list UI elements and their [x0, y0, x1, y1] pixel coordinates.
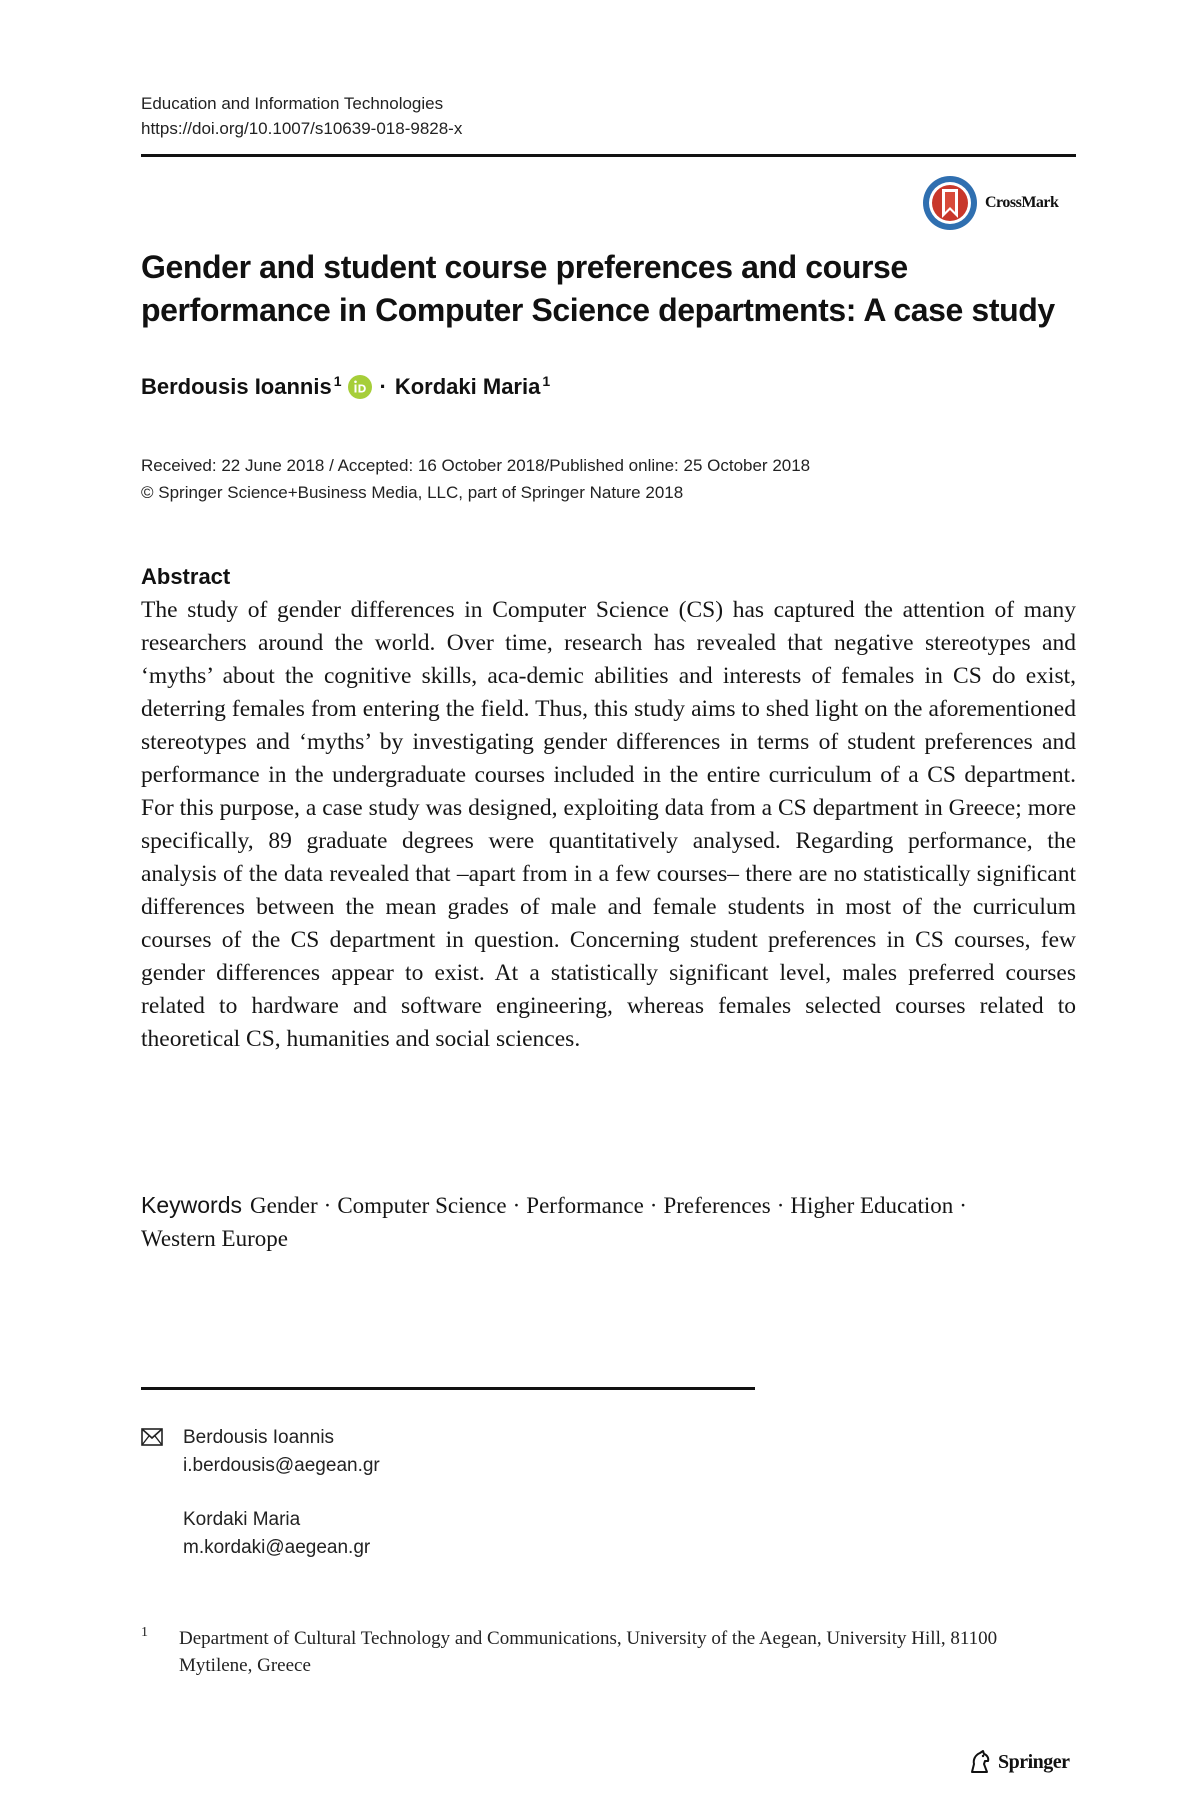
affiliation-text: Department of Cultural Technology and Communications, University of the Aegean, University Hill, 81100 Mytilene, Greece	[179, 1628, 998, 1676]
copyright-line: © Springer Science+Business Media, LLC, part of Springer Nature 2018	[141, 483, 684, 502]
journal-name: Education and Information Technologies	[141, 94, 444, 113]
keyword: Preferences	[663, 1193, 771, 1218]
crossmark-icon	[921, 174, 979, 232]
affiliation-number: 1	[141, 1625, 148, 1640]
footnote-rule	[141, 1387, 755, 1390]
contact-email[interactable]: i.berdousis@aegean.gr	[183, 1455, 380, 1476]
keyword: Higher Education	[790, 1193, 954, 1218]
author-affil-ref: 1	[333, 373, 342, 389]
keyword-separator: ·	[649, 1193, 658, 1218]
publication-dates	[141, 452, 810, 506]
crossmark-badge[interactable]	[921, 174, 1058, 232]
keywords-label: Keywords	[141, 1192, 242, 1218]
author-name[interactable]: Kordaki Maria	[394, 374, 541, 399]
journal-doi[interactable]: https://doi.org/10.1007/s10639-018-9828-x	[141, 119, 463, 138]
keyword: Gender	[249, 1193, 318, 1218]
contact-entry	[183, 1424, 380, 1480]
author-name[interactable]: Berdousis Ioannis	[141, 374, 332, 399]
envelope-icon	[141, 1428, 163, 1446]
abstract-text: The study of gender differences in Computer Science (CS) has captured the attention of many researchers around the world. Over time, research has revealed that negative stereotypes and ‘myths’ about the cognitive skills, aca-demic abilities and interests of females in CS do exist, deterring females from entering the field. Thus, this study aims to shed light on the aforementioned stereotypes and ‘myths’ by investigating gender differences in terms of student preferences and performance in the undergraduate courses included in the entire curriculum of a CS department. For this purpose, a case study was designed, exploiting data from a CS department in Greece; more specifically, 89 graduate degrees were quantitatively analysed. Regarding performance, the analysis of the data revealed that –apart from in a few courses– there are no statistically significant differences between the mean grades of male and female students in most of the curriculum courses of the CS department in question. Concerning student preferences in CS courses, few gender differences appear to exist. At a statistically significant level, males preferred courses related to hardware and software engineering, whereas females selected courses related to theoretical CS, humanities and social sciences.	[141, 597, 1076, 1052]
history-line: Received: 22 June 2018 / Accepted: 16 October 2018/Published online: 25 October 2018	[141, 456, 811, 475]
keyword: Performance	[526, 1193, 644, 1218]
crossmark-label: CrossMark	[985, 194, 1059, 211]
paper-title: Gender and student course preferences and course performance in Computer Science departments: A case study	[141, 249, 1055, 328]
keyword-separator: ·	[776, 1193, 785, 1218]
journal-header	[141, 91, 462, 141]
springer-horse-icon	[966, 1748, 994, 1776]
keyword-separator: ·	[959, 1193, 967, 1218]
orcid-icon[interactable]	[348, 375, 372, 399]
keyword-separator: ·	[512, 1193, 521, 1218]
author-separator: ·	[379, 374, 387, 399]
keyword: Western Europe	[141, 1226, 288, 1251]
author-list	[141, 374, 550, 400]
contact-email[interactable]: m.kordaki@aegean.gr	[183, 1537, 371, 1558]
header-rule	[141, 154, 1076, 157]
keyword-separator: ·	[323, 1193, 332, 1218]
keywords-block	[141, 1189, 1076, 1255]
publisher-logo	[966, 1748, 1070, 1776]
author-affil-ref: 1	[542, 373, 551, 389]
abstract-heading: Abstract	[141, 564, 231, 589]
publisher-label: Springer	[998, 1750, 1070, 1773]
contact-entry	[183, 1506, 370, 1562]
keyword: Computer Science	[337, 1193, 507, 1218]
contact-name: Berdousis Ioannis	[183, 1427, 335, 1448]
contact-name: Kordaki Maria	[183, 1509, 301, 1530]
